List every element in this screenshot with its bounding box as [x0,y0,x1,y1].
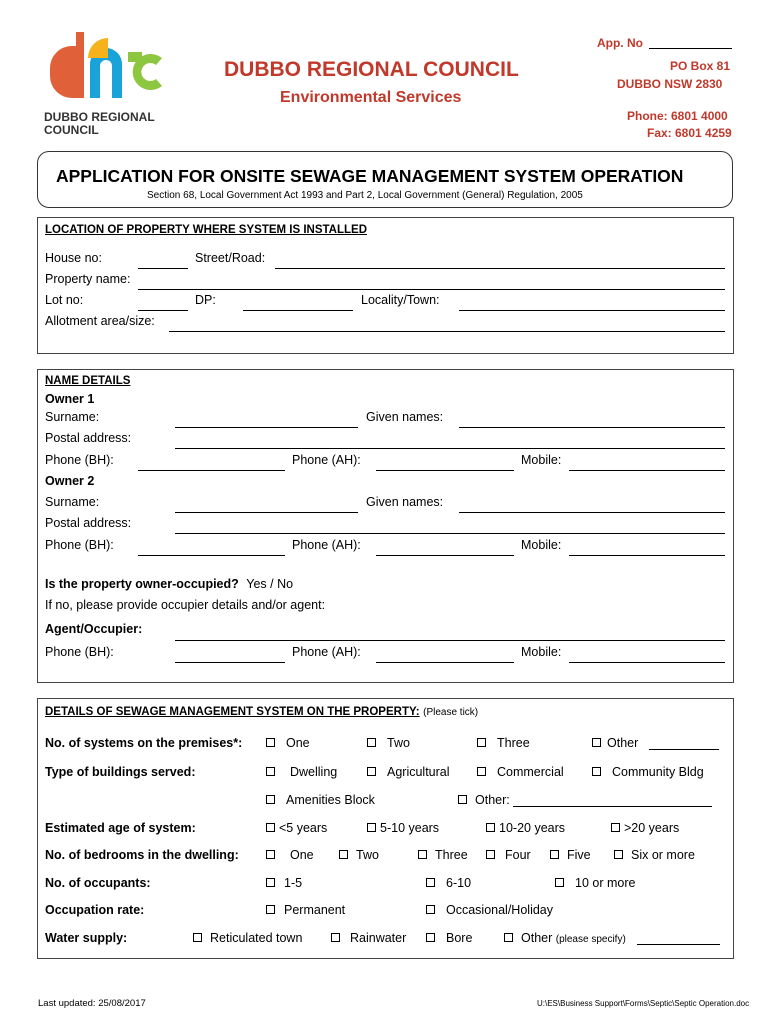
owner2-postal-label: Postal address: [45,516,132,530]
checkbox[interactable] [193,933,202,942]
water-option-other[interactable] [504,931,626,945]
option-label: Amenities Block [286,793,375,807]
checkbox[interactable] [266,738,275,747]
checkbox[interactable] [426,878,435,887]
bedrooms-option-four[interactable] [486,848,531,862]
owner1-postal-field[interactable] [175,448,725,449]
agent-label: Agent/Occupier: [45,622,143,636]
owner1-given-label: Given names: [366,410,444,424]
age-label: Estimated age of system: [45,821,196,835]
property-name-field[interactable] [138,289,725,290]
option-label: Occasional/Holiday [446,903,553,917]
option-label: Three [435,848,468,862]
option-label: One [290,848,314,862]
num-systems-option-one[interactable] [266,736,310,750]
occupation-option-permanent[interactable] [266,903,345,917]
dp-label: DP: [195,293,216,307]
owner2-phone-ah-field[interactable] [376,555,514,556]
bedrooms-option-six-plus[interactable] [614,848,695,862]
checkbox[interactable] [367,767,376,776]
checkbox[interactable] [266,795,275,804]
option-label: Other [607,736,639,750]
option-label: Five [567,848,591,862]
owner2-surname-field[interactable] [175,512,358,513]
property-name-label: Property name: [45,272,131,286]
allotment-field[interactable] [169,331,725,332]
dp-field[interactable] [243,310,353,311]
water-option-reticulated[interactable] [193,931,302,945]
if-no-instruction: If no, please provide occupier details and/or agent: [45,598,326,612]
option-label: One [286,736,310,750]
option-label: Two [356,848,379,862]
occupants-option-1-5[interactable] [266,876,302,890]
building-option-other[interactable] [458,793,510,807]
council-logo-icon [40,28,170,110]
num-systems-option-two[interactable] [367,736,410,750]
num-systems-other-field[interactable] [649,749,719,750]
bedrooms-option-three[interactable] [418,848,468,862]
owner1-phone-bh-label: Phone (BH): [45,453,114,467]
app-no-label: App. No [597,36,643,50]
system-heading-text: DETAILS OF SEWAGE MANAGEMENT SYSTEM ON THE PROPERTY: [45,706,420,718]
building-option-commercial[interactable] [477,765,564,779]
app-no-field[interactable] [649,48,732,49]
owner-occupied-question [45,577,293,591]
street-label: Street/Road: [195,251,266,265]
option-label: Six or more [631,848,695,862]
checkbox[interactable] [555,878,564,887]
last-updated: Last updated: 25/08/2017 [38,998,146,1009]
owner2-given-label: Given names: [366,495,444,509]
city-postcode: DUBBO NSW 2830 [617,77,723,91]
building-option-dwelling[interactable] [266,765,337,779]
occupation-label: Occupation rate: [45,903,145,917]
agent-mobile-label: Mobile: [521,645,562,659]
owner1-mobile-label: Mobile: [521,453,562,467]
agent-mobile-field[interactable] [569,662,725,663]
checkbox[interactable] [331,933,340,942]
buildings-label: Type of buildings served: [45,765,196,779]
owner2-given-field[interactable] [459,512,725,513]
owner2-postal-field[interactable] [175,533,725,534]
fax-number: Fax: 6801 4259 [647,126,732,140]
agent-phone-bh-label: Phone (BH): [45,645,114,659]
building-other-field[interactable] [513,806,712,807]
bedrooms-label: No. of bedrooms in the dwelling: [45,848,239,862]
house-no-field[interactable] [138,268,188,269]
option-label: >20 years [624,821,680,835]
yes-no-option[interactable]: Yes / No [246,577,294,591]
checkbox[interactable] [418,850,427,859]
house-no-label: House no: [45,251,102,265]
owner1-phone-ah-field[interactable] [376,470,514,471]
allotment-label: Allotment area/size: [45,314,155,328]
owner2-heading: Owner 2 [45,474,95,488]
checkbox[interactable] [614,850,623,859]
checkbox[interactable] [367,738,376,747]
option-label: 1-5 [284,876,303,890]
checkbox[interactable] [426,933,435,942]
option-label: Bore [446,931,473,945]
checkbox[interactable] [266,850,275,859]
owner1-heading: Owner 1 [45,392,95,406]
owner1-surname-field[interactable] [175,427,358,428]
po-box: PO Box 81 [670,59,731,73]
logo-text-line-1: DUBBO REGIONAL [44,110,155,124]
bedrooms-option-one[interactable] [266,848,314,862]
file-path: U:\ES\Business Support\Forms\Septic\Septic Operation.doc [537,999,750,1008]
owner2-mobile-field[interactable] [569,555,725,556]
owner2-phone-ah-label: Phone (AH): [292,538,361,552]
owner2-phone-bh-field[interactable] [138,555,285,556]
department-name: Environmental Services [280,89,462,106]
owner2-surname-label: Surname: [45,495,100,509]
age-option-10-20[interactable] [486,821,565,835]
owner1-surname-label: Surname: [45,410,100,424]
owner1-mobile-field[interactable] [569,470,725,471]
occupants-option-6-10[interactable] [426,876,471,890]
form-title: APPLICATION FOR ONSITE SEWAGE MANAGEMENT SYSTEM OPERATION [56,166,684,186]
water-other-field[interactable] [637,944,720,945]
lot-no-label: Lot no: [45,293,84,307]
option-label: Agricultural [387,765,450,779]
building-option-community[interactable] [592,765,704,779]
system-heading [45,704,478,718]
lot-no-field[interactable] [138,310,188,311]
location-section [37,217,734,354]
option-label: Other: [475,793,510,807]
checkbox[interactable] [504,933,513,942]
building-option-agricultural[interactable] [367,765,450,779]
checkbox[interactable] [592,767,601,776]
owner1-postal-label: Postal address: [45,431,132,445]
owner2-phone-bh-label: Phone (BH): [45,538,114,552]
checkbox[interactable] [367,823,376,832]
water-label: Water supply: [45,931,128,945]
age-option-gt20[interactable] [611,821,679,835]
checkbox[interactable] [486,850,495,859]
checkbox[interactable] [477,738,486,747]
form-subtitle: Section 68, Local Government Act 1993 and Part 2, Local Government (General) Regulation, 2005 [147,190,583,201]
agent-phone-ah-field[interactable] [376,662,514,663]
option-label: 5-10 years [380,821,440,835]
owner1-phone-ah-label: Phone (AH): [292,453,361,467]
logo-text-line-2: COUNCIL [44,123,99,137]
checkbox[interactable] [477,767,486,776]
building-option-amenities[interactable] [266,793,375,807]
locality-label: Locality/Town: [361,293,440,307]
checkbox[interactable] [592,738,601,747]
owner1-phone-bh-field[interactable] [138,470,285,471]
option-label: Rainwater [350,931,407,945]
option-label: 6-10 [446,876,472,890]
num-systems-option-other[interactable] [592,736,638,750]
option-label: Permanent [284,903,346,917]
locality-field[interactable] [459,310,725,311]
tick-note: (Please tick) [423,707,479,718]
checkbox[interactable] [486,823,495,832]
occupants-option-10-plus[interactable] [555,876,635,890]
owner1-given-field[interactable] [459,427,725,428]
option-label: Three [497,736,530,750]
checkbox[interactable] [266,823,275,832]
water-option-rainwater[interactable] [331,931,406,945]
checkbox[interactable] [266,767,275,776]
bedrooms-option-five[interactable] [550,848,591,862]
agent-phone-bh-field[interactable] [175,662,285,663]
option-label: Dwelling [290,765,338,779]
bedrooms-option-two[interactable] [339,848,379,862]
option-label: 10 or more [575,876,636,890]
option-label: Commercial [497,765,564,779]
agent-field[interactable] [175,640,725,641]
agent-phone-ah-label: Phone (AH): [292,645,361,659]
council-name: DUBBO REGIONAL COUNCIL [224,58,519,81]
logo-text [44,111,155,137]
age-option-5-10[interactable] [367,821,439,835]
checkbox[interactable] [339,850,348,859]
option-label: 10-20 years [499,821,566,835]
age-option-lt5[interactable] [266,821,327,835]
option-label: Four [505,848,531,862]
checkbox[interactable] [426,905,435,914]
name-details-heading: NAME DETAILS [45,375,131,387]
owner2-mobile-label: Mobile: [521,538,562,552]
phone-number: Phone: 6801 4000 [627,109,728,123]
option-label: Two [387,736,410,750]
option-label: <5 years [279,821,328,835]
street-field[interactable] [275,268,725,269]
checkbox[interactable] [266,878,275,887]
location-heading: LOCATION OF PROPERTY WHERE SYSTEM IS INSTALLED [45,224,368,236]
option-label: Other [521,931,553,945]
checkbox[interactable] [611,823,620,832]
num-systems-option-three[interactable] [477,736,530,750]
water-option-bore[interactable] [426,931,472,945]
checkbox[interactable] [550,850,559,859]
please-specify-note: (please specify) [555,934,626,945]
occupation-option-occasional[interactable] [426,903,553,917]
option-label: Reticulated town [210,931,303,945]
option-label: Community Bldg [612,765,704,779]
num-systems-label: No. of systems on the premises*: [45,736,243,750]
checkbox[interactable] [266,905,275,914]
occupants-label: No. of occupants: [45,876,151,890]
owner-occupied-label: Is the property owner-occupied? [45,577,239,591]
checkbox[interactable] [458,795,467,804]
